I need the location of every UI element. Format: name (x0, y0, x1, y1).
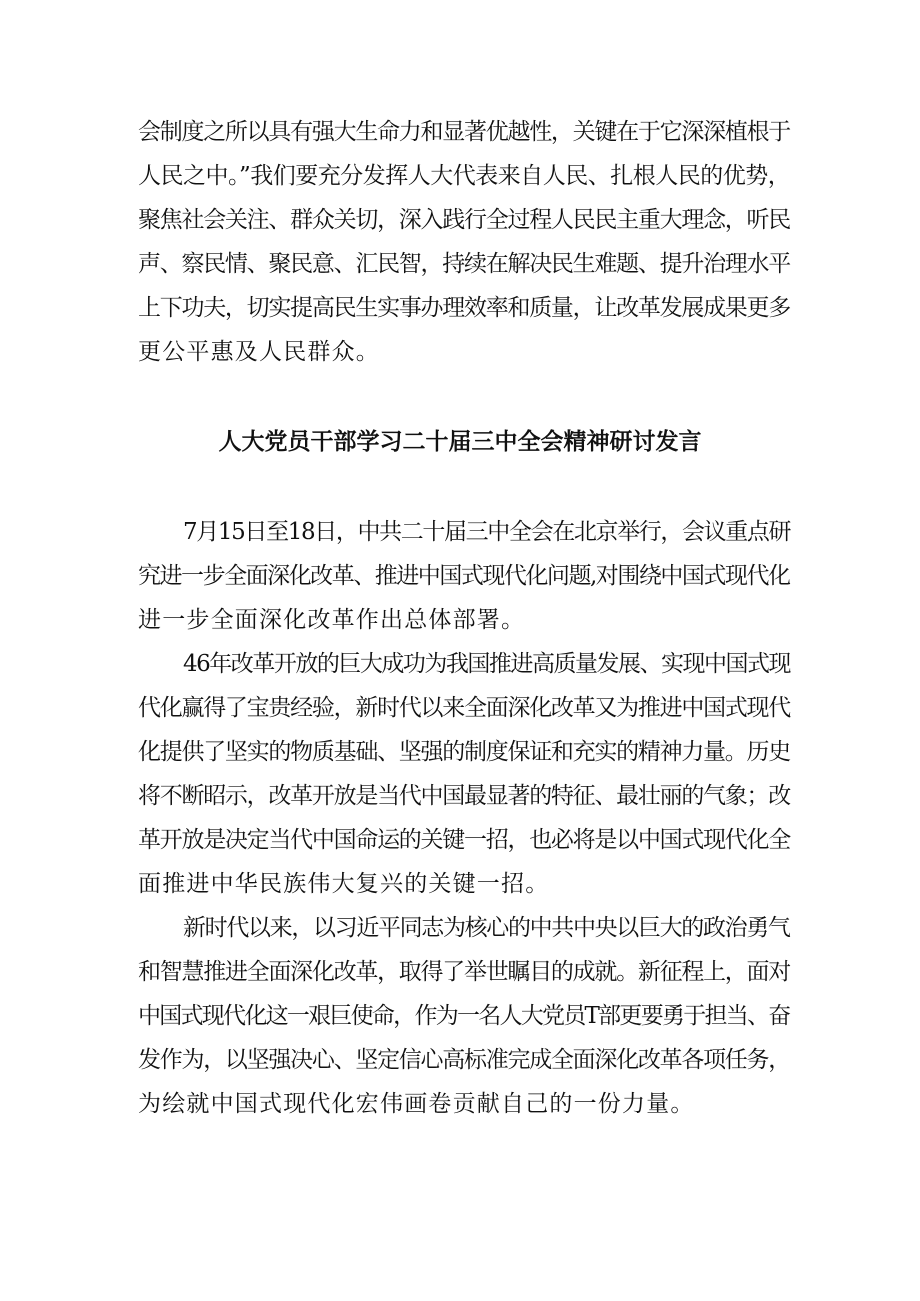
para3-line-5: 为绘就中国式现代化宏伟画卷贡献自己的一份力量。 (138, 1091, 695, 1117)
para3-line-3: 中国式现代化这一艰巨使命，作为一名人大党员T部更要勇于担当、奋 (138, 1003, 790, 1029)
para1-line-2: 究进一步全面深化改革、推进中国式现代化问题,对围绕中国式现代化 (138, 563, 790, 589)
para2-line-4: 将不断昭示，改革开放是当代中国最显著的特征、最壮丽的气象；改 (138, 783, 791, 809)
intro-line-6: 更公平惠及人民群众。 (138, 339, 380, 365)
para2-line-1: 46年改革开放的巨大成功为我国推进高质量发展、实现中国式现 (183, 651, 791, 677)
intro-line-2: 人民之中。”我们要充分发挥人大代表来自人民、扎根人民的优势， (138, 163, 791, 189)
para2-line-3: 化提供了坚实的物质基础、坚强的制度保证和充实的精神力量。历史 (138, 739, 791, 765)
para1-line-3: 进一步全面深化改革作出总体部署。 (138, 607, 526, 633)
para3-line-4: 发作为，以坚强决心、坚定信心高标准完成全面深化改革各项任务， (138, 1047, 791, 1073)
intro-line-4: 声、察民情、聚民意、汇民智，持续在解决民生难题、提升治理水平 (138, 251, 791, 277)
section-title: 人大党员干部学习二十届三中全会精神研讨发言 (218, 429, 702, 455)
intro-line-5: 上下功夫，切实提高民生实事办理效率和质量，让改革发展成果更多 (138, 295, 791, 321)
para2-line-2: 代化赢得了宝贵经验，新时代以来全面深化改革又为推进中国式现代 (138, 695, 791, 721)
para2-line-6: 面推进中华民族伟大复兴的关键一招。 (138, 871, 550, 897)
para2-line-5: 革开放是决定当代中国命运的关键一招，也必将是以中国式现代化全 (138, 827, 791, 853)
para3-line-2: 和智慧推进全面深化改革，取得了举世瞩目的成就。新征程上，面对 (138, 959, 791, 985)
intro-line-3: 聚焦社会关注、群众关切，深入践行全过程人民民主重大理念，听民 (138, 207, 791, 233)
para3-line-1: 新时代以来，以习近平同志为核心的中共中央以巨大的政治勇气 (183, 915, 790, 941)
para1-line-1: 7月15日至18日，中共二十届三中全会在北京举行，会议重点研 (183, 519, 791, 545)
intro-line-1: 会制度之所以具有强大生命力和显著优越性，关键在于它深深植根于 (138, 119, 791, 145)
